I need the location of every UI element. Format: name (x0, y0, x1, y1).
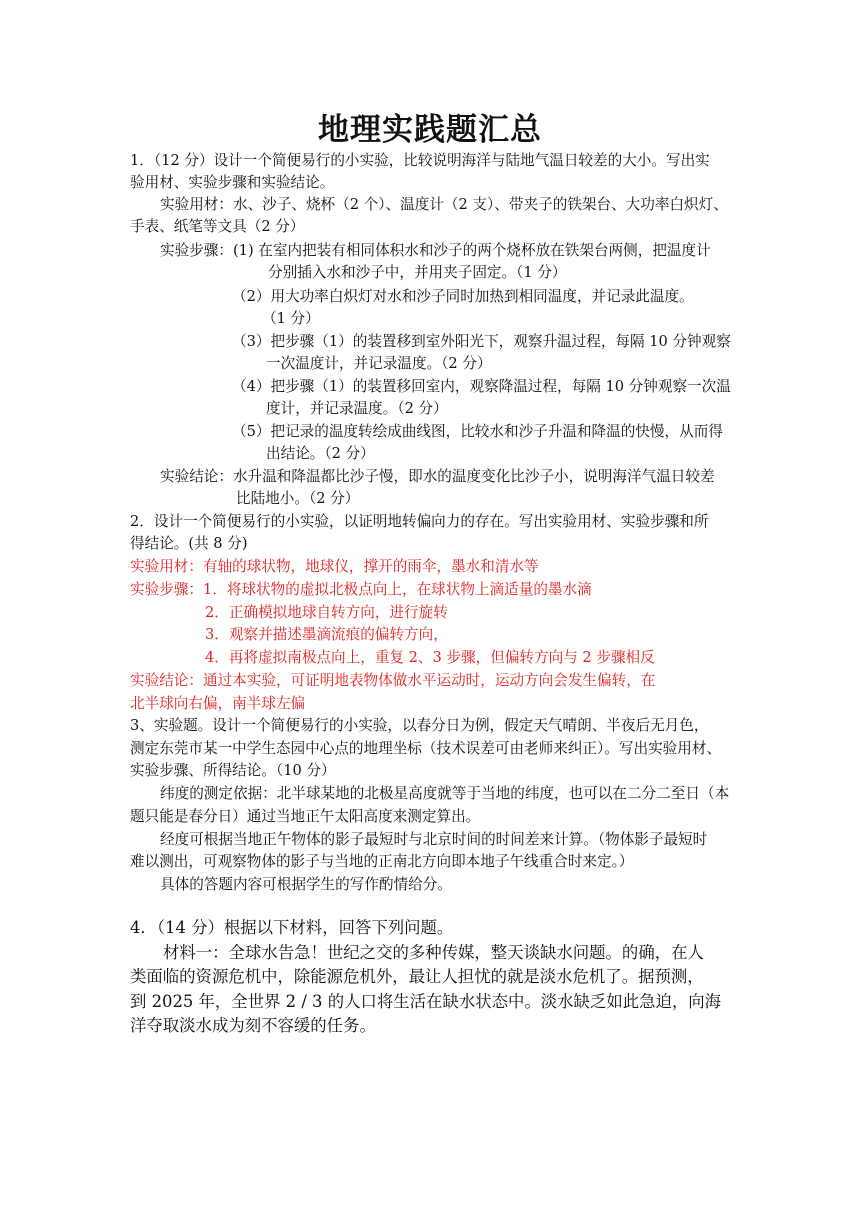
q1-step-3b: 一次温度计，并记录温度。（2 分） (266, 355, 492, 372)
q1-step-1a: 实验步骤：(1) 在室内把装有相同体积水和沙子的两个烧杯放在铁架台两侧，把温度计 (160, 242, 711, 259)
q1-step-3a: （3）把步骤（1）的装置移到室外阳光下，观察升温过程，每隔 10 分钟观察 (232, 333, 731, 350)
q2-step-4: 4．再将虚拟南极点向上，重复 2、3 步骤，但偏转方向与 2 步骤相反 (205, 649, 655, 666)
q4-material-4: 洋夺取淡水成为刻不容缓的任务。 (130, 1016, 376, 1035)
q1-line-2: 验用材、实验步骤和实验结论。 (130, 174, 335, 191)
page-title: 地理实践题汇总 (318, 112, 542, 148)
q1-step-5a: （5）把记录的温度转绘成曲线图，比较水和沙子升温和降温的快慢，从而得 (232, 423, 723, 440)
q2-materials: 实验用材：有轴的球状物，地球仪，撑开的雨伞，墨水和清水等 (130, 558, 539, 575)
q2-line-1: 2．设计一个简便易行的小实验，以证明地转偏向力的存在。写出实验用材、实验步骤和所 (130, 513, 709, 530)
q1-materials-1: 实验用材：水、沙子、烧杯（2 个）、温度计（2 支）、带夹子的铁架台、大功率白炽灯、 (160, 196, 728, 213)
q2-conclusion-1: 实验结论：通过本实验，可证明地表物体做水平运动时，运动方向会发生偏转，在 (130, 672, 656, 689)
q3-longitude-2: 难以测出，可观察物体的影子与当地的正南北方向即本地子午线重合时来定。） (130, 853, 634, 870)
q3-line-2: 测定东莞市某一中学生态园中心点的地理坐标（技术误差可由老师来纠正）。写出实验用材、 (130, 740, 722, 757)
q1-step-4b: 度计，并记录温度。（2 分） (266, 400, 448, 417)
q4-material-3: 到 2025 年，全世界 2 / 3 的人口将生活在缺水状态中。淡水缺乏如此急迫，向海 (130, 992, 722, 1011)
q4-line-1: 4．（14 分）根据以下材料，回答下列问题。 (130, 918, 454, 937)
q2-step-2: 2．正确模拟地球自转方向，进行旋转 (205, 604, 448, 621)
q1-step-4a: （4）把步骤（1）的装置移回室内，观察降温过程，每隔 10 分钟观察一次温 (232, 378, 731, 395)
q4-material-1: 材料一：全球水告急！世纪之交的多种传媒，整天谈缺水问题。的确，在人 (163, 943, 704, 962)
q1-step-1b: 分别插入水和沙子中，并用夹子固定。（1 分） (268, 264, 567, 281)
q1-materials-2: 手表、纸笔等文具（2 分） (130, 218, 305, 235)
q3-line-3: 实验步骤、所得结论。（10 分） (130, 762, 336, 779)
q1-conclusion-2: 比陆地小。（2 分） (236, 490, 360, 507)
q2-step-1: 实验步骤：1．将球状物的虚拟北极点向上，在球状物上滴适量的墨水滴 (130, 581, 592, 598)
q1-step-5b: 出结论。（2 分） (266, 445, 375, 462)
q4-material-2: 类面临的资源危机中，除能源危机外，最让人担忧的就是淡水危机了。据预测， (130, 967, 704, 986)
q1-step-2a: （2）用大功率白炽灯对水和沙子同时加热到相同温度，并记录此温度。 (232, 288, 694, 305)
q1-step-2b: （1 分） (262, 310, 320, 327)
q2-step-3: 3．观察并描述墨滴流痕的偏转方向， (205, 626, 448, 643)
q3-longitude-1: 经度可根据当地正午物体的影子最短时与北京时间的时间差来计算。（物体影子最短时 (160, 831, 708, 848)
q3-line-1: 3、实验题。设计一个简便易行的小实验，以春分日为例，假定天气晴朗、半夜后无月色， (130, 717, 709, 734)
q1-line-1: 1．（12 分）设计一个简便易行的小实验，比较说明海洋与陆地气温日较差的大小。写出实 (130, 152, 710, 169)
q3-latitude-2: 题只能是春分日）通过当地正午太阳高度来测定算出。 (130, 808, 481, 825)
q1-conclusion-1: 实验结论：水升温和降温都比沙子慢，即水的温度变化比沙子小，说明海洋气温日较差 (160, 468, 715, 485)
q2-conclusion-2: 北半球向右偏，南半球左偏 (130, 695, 306, 712)
q3-grading-note: 具体的答题内容可根据学生的写作酌情给分。 (160, 876, 452, 893)
q3-latitude-1: 纬度的测定依据：北半球某地的北极星高度就等于当地的纬度，也可以在二分二至日（本 (160, 785, 730, 802)
q2-line-2: 得结论。(共 8 分) (130, 535, 248, 552)
